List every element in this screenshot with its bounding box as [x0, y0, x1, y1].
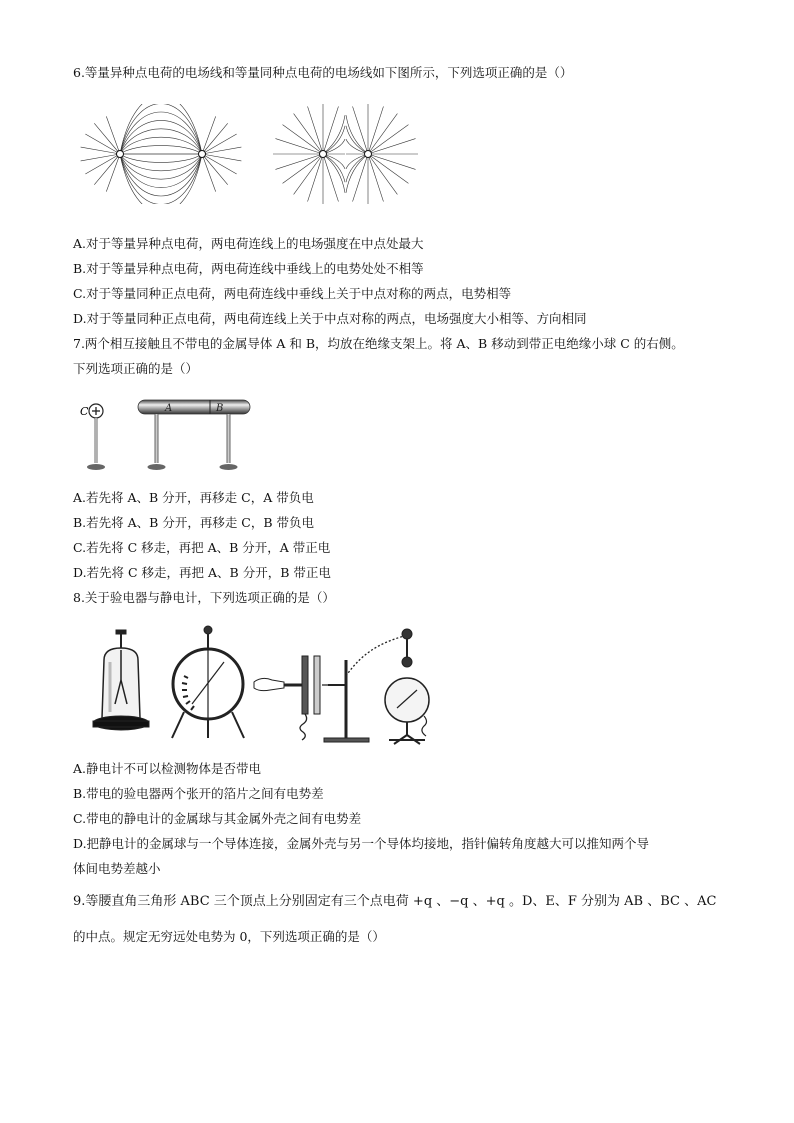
q6-option-b: B.对于等量异种点电荷，两电荷连线中垂线上的电势处处不相等 — [73, 261, 424, 276]
parallel-plate-capacitor — [254, 634, 408, 742]
q9-stem-line1: 9.等腰直角三角形 ABC 三个顶点上分别固定有三个点电荷 +q 、−q 、+q 。D、E、F 分别为 AB 、BC 、AC — [73, 894, 717, 909]
q7-option-d: D.若先将 C 移走，再把 A、B 分开，B 带正电 — [73, 565, 331, 580]
q7-stem-line1: 7.两个相互接触且不带电的金属导体 A 和 B，均放在绝缘支架上。将 A、B 移动到带正电绝缘小球 C 的右侧。 — [73, 336, 684, 351]
q8-option-c: C.带电的静电计的金属球与其金属外壳之间有电势差 — [73, 811, 362, 826]
q7-option-a: A.若先将 A、B 分开，再移走 C，A 带负电 — [73, 490, 314, 505]
q8-option-d-line1: D.把静电计的金属球与一个导体连接，金属外壳与另一个导体均接地，指针偏转角度越大可以推知两个导 — [73, 836, 650, 851]
q7-option-c: C.若先将 C 移走，再把 A、B 分开，A 带正电 — [73, 540, 331, 555]
dipole-field-lines-figure — [80, 104, 425, 204]
q6-option-a: A.对于等量异种点电荷，两电荷连线上的电场强度在中点处最大 — [73, 236, 424, 251]
electroscope-electrometer-figure — [84, 620, 454, 750]
q8-stem: 8.关于验电器与静电计，下列选项正确的是（） — [73, 590, 335, 605]
q6-option-d: D.对于等量同种正点电荷，两电荷连线上关于中点对称的两点，电场强度大小相等、方向相同 — [73, 311, 587, 326]
label-b: B — [216, 403, 224, 414]
q8-option-b: B.带电的验电器两个张开的箔片之间有电势差 — [73, 786, 324, 801]
spherical-electrometer — [385, 629, 429, 744]
charged-sphere-c — [87, 404, 105, 470]
conductor-rods-ab — [138, 400, 250, 470]
q8-option-d-line2: 体间电势差越小 — [73, 861, 161, 876]
q7-stem-line2: 下列选项正确的是（） — [73, 361, 199, 376]
q6-stem: 6.等量异种点电荷的电场线和等量同种点电荷的电场线如下图所示，下列选项正确的是（） — [73, 65, 573, 80]
electrometer — [172, 626, 244, 738]
q8-option-a: A.静电计不可以检测物体是否带电 — [73, 761, 262, 776]
q9-stem-line2: 的中点。规定无穷远处电势为 0，下列选项正确的是（） — [73, 929, 385, 944]
q7-option-b: B.若先将 A、B 分开，再移走 C，B 带负电 — [73, 515, 315, 530]
conductors-figure — [76, 396, 256, 476]
label-a: A — [165, 403, 173, 414]
electroscope — [93, 630, 149, 730]
label-c: C — [80, 405, 89, 418]
q6-option-c: C.对于等量同种正点电荷，两电荷连线中垂线上关于中点对称的两点，电势相等 — [73, 286, 512, 301]
